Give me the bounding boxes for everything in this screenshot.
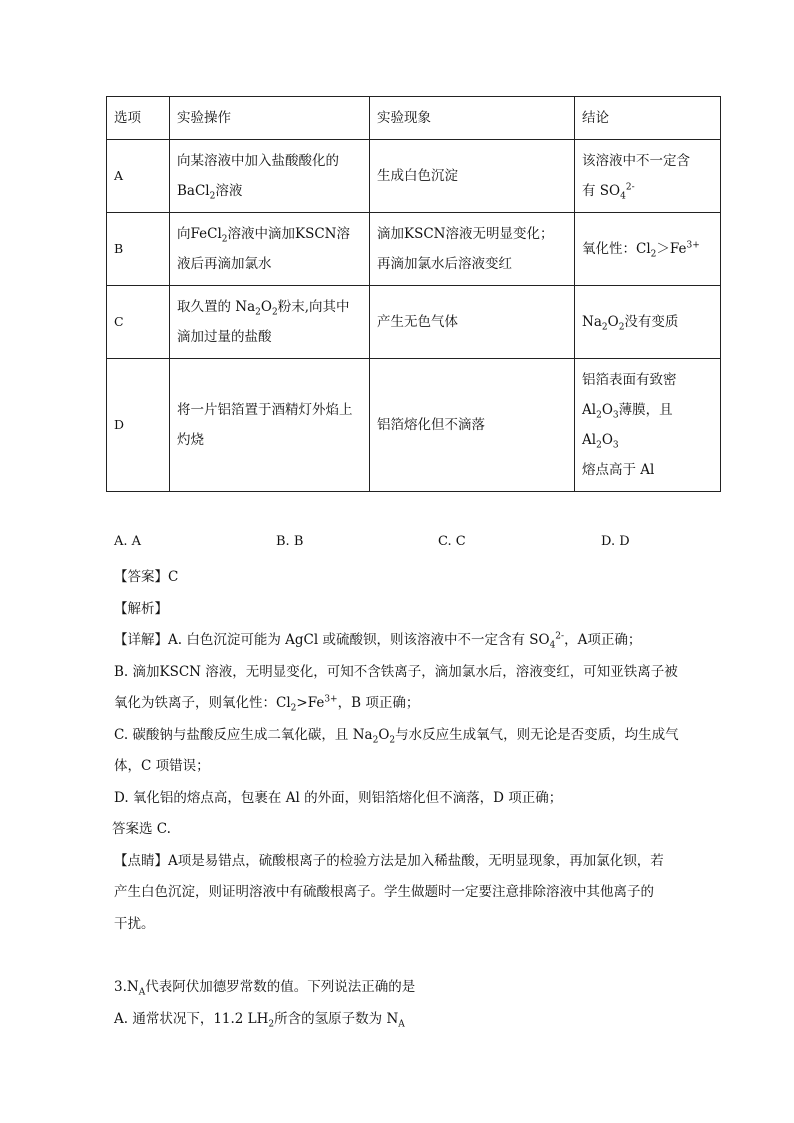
row-b-conclusion: 氧化性：$Cl_2>Fe^{3+}$: [575, 213, 721, 286]
row-a-option: A: [107, 140, 170, 213]
table-row-c: [107, 286, 721, 359]
row-b-operation: 向FeCl$_2$溶液中滴加KSCN溶液后再滴加氯水: [170, 213, 370, 286]
row-c-operation: 取久置的 $Na_2O_2$粉末,向其中滴加过量的盐酸: [170, 286, 370, 359]
choice-c: C. C: [438, 534, 466, 549]
detail-d: D. 氧化铝的熔点高，包裹在 Al 的外面，则铝箔熔化但不滴落，D 项正确；: [114, 789, 563, 806]
experiment-table: [106, 96, 721, 492]
row-b-phenomenon: 滴加KSCN溶液无明显变化； 再滴加氯水后溶液变红: [370, 213, 575, 286]
tip-line3: 干扰。: [114, 915, 155, 932]
detail-c-line2: 体，C 项错误；: [114, 758, 210, 774]
header-option: 选项: [107, 97, 170, 140]
row-c-phenomenon: 产生无色气体: [370, 286, 575, 359]
table-row-d: [107, 359, 721, 492]
header-operation: 实验操作: [170, 97, 370, 140]
row-a-conclusion: 该溶液中不一定含 有 $SO_4^{2-}$: [575, 140, 721, 213]
choice-a: A. A: [114, 534, 142, 549]
detail-b-line2: 氧化为铁离子，则氧化性：$Cl_2>Fe^{3+}$，B 项正确；: [114, 694, 420, 714]
question-3-stem: $3.N_A$代表阿伏加德罗常数的值。下列说法正确的是: [114, 979, 416, 998]
row-b-option: B: [107, 213, 170, 286]
header-phenomenon: 实验现象: [370, 97, 575, 140]
tip-line2: 产生白色沉淀，则证明溶液中有硫酸根离子。学生做题时一定要注意排除溶液中其他离子的: [114, 884, 654, 900]
row-d-option: D: [107, 359, 170, 492]
answer-choices: [114, 534, 674, 554]
choice-b: B. B: [276, 534, 304, 549]
detail-a: 【详解】A. 白色沉淀可能为 AgCl 或硫酸钡，则该溶液中不一定含有 $SO_4^{2-}$，A项正确；: [114, 631, 642, 651]
detail-c-line1: C. 碳酸钠与盐酸反应生成二氧化碳，且 $Na_2O_2$与水反应生成氧气，则无论是否变质，均生成气: [114, 726, 679, 746]
tip-line1: 【点睛】A项是易错点，硫酸根离子的检验方法是加入稀盐酸，无明显现象，再加氯化钡，若: [114, 852, 664, 869]
row-c-conclusion: $Na_2O_2$没有变质: [575, 286, 721, 359]
table-row-b: [107, 213, 721, 286]
header-conclusion: 结论: [575, 97, 721, 140]
row-d-phenomenon: 铝箔熔化但不滴落: [370, 359, 575, 492]
solution-text: [114, 562, 684, 1035]
row-c-option: C: [107, 286, 170, 359]
table-header-row: [107, 97, 721, 140]
final-answer: 答案选 C.: [112, 821, 171, 837]
row-a-phenomenon: 生成白色沉淀: [370, 140, 575, 213]
row-d-operation: 将一片铝箔置于酒精灯外焰上灼烧: [170, 359, 370, 492]
analysis-title: 【解析】: [114, 600, 168, 617]
detail-b-line1: B. 滴加KSCN 溶液，无明显变化，可知不含铁离子，滴加氯水后，溶液变红，可知亚铁离子被: [114, 663, 678, 680]
table-row-a: [107, 140, 721, 213]
answer-line: 【答案】C: [114, 569, 179, 585]
row-a-operation: 向某溶液中加入盐酸酸化的 BaCl$_2$溶液: [170, 140, 370, 213]
row-d-conclusion: 铝箔表面有致密 $Al_2O_3$薄膜，且 $Al_2O_3$ 熔点高于 Al: [575, 359, 721, 492]
choice-d: D. D: [601, 534, 630, 549]
question-3-option-a: A. 通常状况下，11.2 $LH_2$所含的氢原子数为 $N_A$: [114, 1010, 405, 1030]
